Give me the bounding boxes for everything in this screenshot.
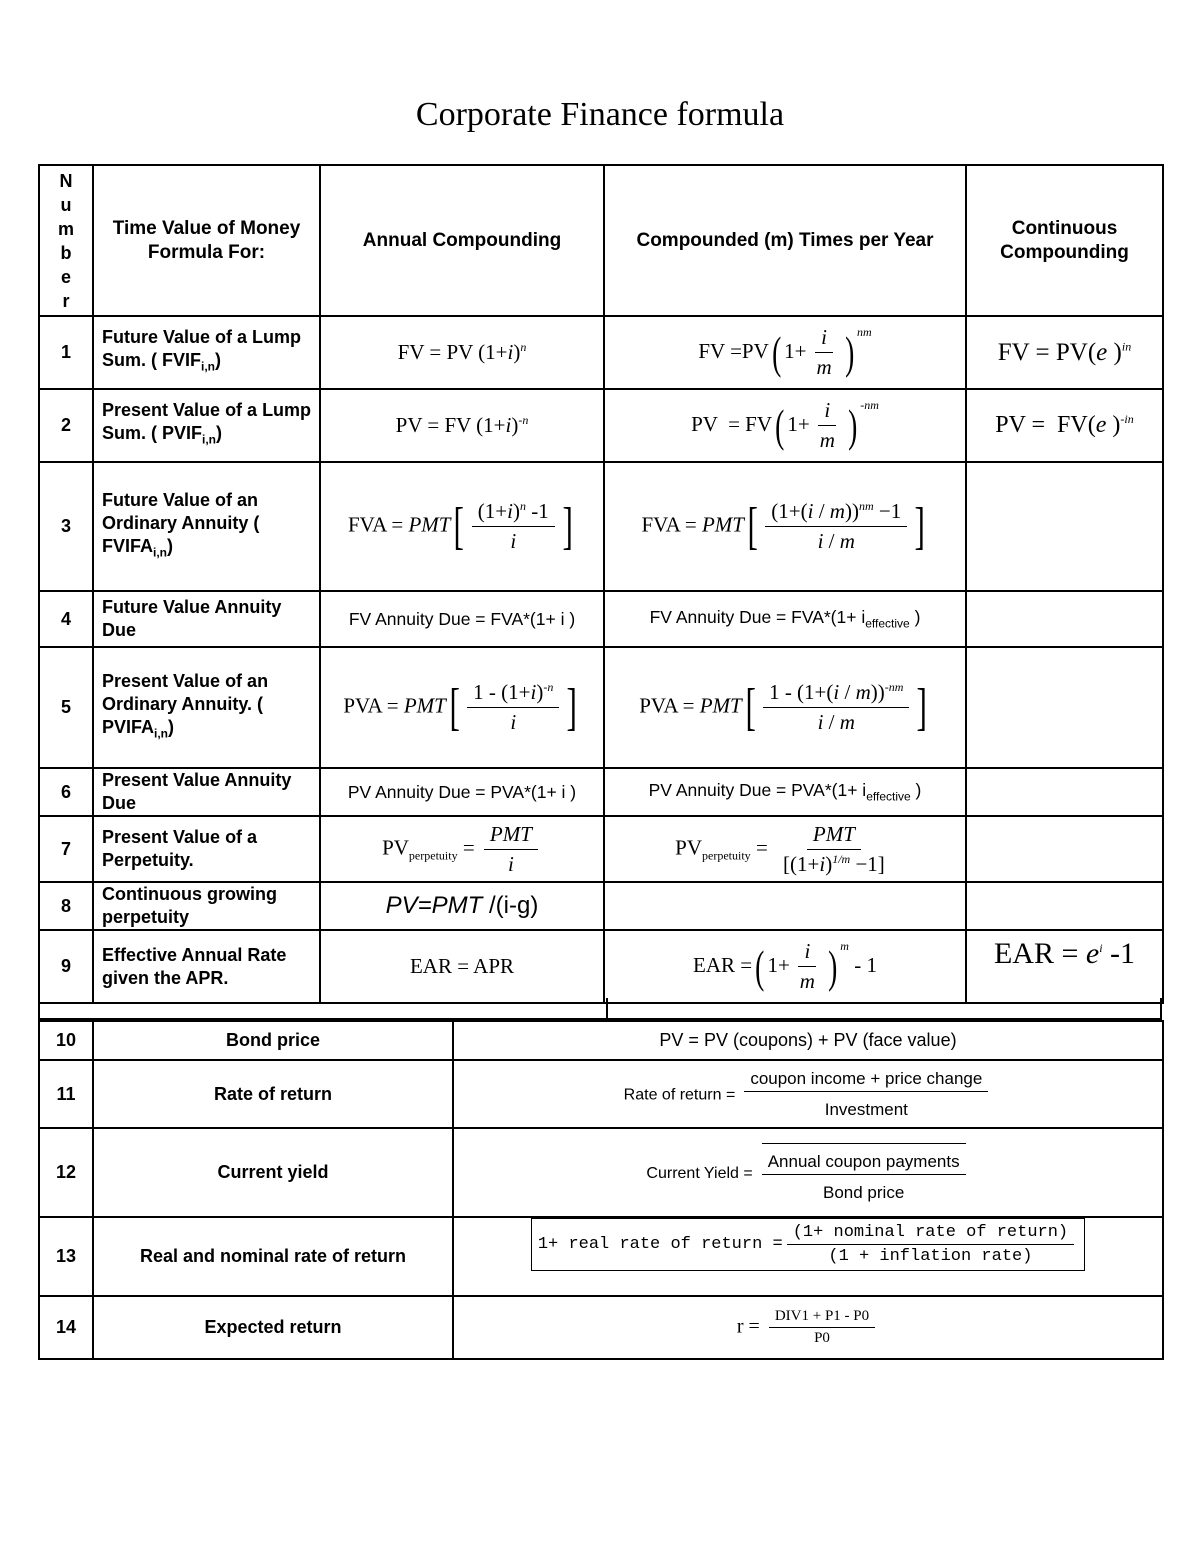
table-row (39, 816, 1163, 882)
page-title: Corporate Finance formula (415, 96, 785, 133)
row-formula: PV = PV (coupons) + PV (face value) (453, 1021, 1163, 1060)
formula-annual: FV = PV $(1+i)^n$ (320, 316, 604, 389)
header-m-times: Compounded (m) Times per Year (604, 165, 966, 316)
row-description: Present Value Annuity Due (93, 768, 320, 816)
row-number: 2 (39, 389, 93, 462)
formula-m: EAR =( 1+ $\frac{i}{m}$ ) $^m$ - 1 (604, 930, 966, 1003)
formula-annual: $PV_{perpetuity}$ = $\frac{\text{PMT}}{i}$ (320, 816, 604, 882)
row-label: Bond price (93, 1021, 453, 1060)
formula-continuous: FV = PV(e )$^{in}$ (966, 316, 1163, 389)
formula-m: FVA = PMT [ $\frac{(1+(i / m))^{nm} -1}{i / m}$ ] (604, 462, 966, 591)
formula-continuous-empty (966, 591, 1163, 647)
table-row (39, 1060, 1163, 1128)
row-number: 8 (39, 882, 93, 930)
formula-annual: PV=PMT /(i-g) (320, 882, 604, 930)
formula-continuous-empty (966, 462, 1163, 591)
formula-m: PVA = PMT [ $\frac{1 - (1+(i / m))^{-nm}}{i / m}$ ] (604, 647, 966, 768)
table-row (39, 1021, 1163, 1060)
table-row (39, 882, 1163, 930)
row-formula: r = $\frac{\text{DIV1 + P1 - P0}}{P0}$ (453, 1296, 1163, 1359)
row-number: 9 (39, 930, 93, 1003)
row-number: 3 (39, 462, 93, 591)
row-number: 10 (39, 1021, 93, 1060)
formula-m: FV Annuity Due = $FVA*(1+ i_{effective}$ ) (604, 591, 966, 647)
formula-annual: FVA = PMT [ $\frac{(1+i)^n -1}{i}$ ] (320, 462, 604, 591)
bond-table (38, 1020, 1164, 1360)
formula-annual: FV Annuity Due = FVA*(1+ i ) (320, 591, 604, 647)
row-description: Future Value of an Ordinary Annuity ( $FVIFA_{i,n}$) (93, 462, 320, 591)
formula-continuous-empty (966, 816, 1163, 882)
table-gap (38, 998, 1162, 1020)
header-number: N u m b e r (39, 165, 93, 316)
row-number: 13 (39, 1217, 93, 1296)
header-formula-for: Time Value of Money Formula For: (93, 165, 320, 316)
row-number: 6 (39, 768, 93, 816)
row-description: Present Value of an Ordinary Annuity. ( $PVIFA_{i,n}$) (93, 647, 320, 768)
formula-m: $PV_{perpetuity}$ = $\frac{\text{PMT}}{[(1+i)^{1/m} -1]}$ (604, 816, 966, 882)
row-description: Present Value of a Perpetuity. (93, 816, 320, 882)
row-label: Current yield (93, 1128, 453, 1217)
formula-table (38, 164, 1164, 1004)
table-row (39, 1128, 1163, 1217)
row-number: 14 (39, 1296, 93, 1359)
row-formula: Rate of return = $\frac{\text{coupon income + price change}}{\text{Investment}}$ (453, 1060, 1163, 1128)
row-description: Future Value of a Lump Sum. ( $FVIF_{i,n}$) (93, 316, 320, 389)
row-number: 11 (39, 1060, 93, 1128)
row-formula: Current Yield = $\frac{\text{Annual coupon payments}}{\text{Bond price}}$ (453, 1128, 1163, 1217)
table-row (39, 768, 1163, 816)
formula-m: PV = FV( 1+ $\frac{i}{m}$ ) $^{-nm}$ (604, 389, 966, 462)
table-row (39, 591, 1163, 647)
formula-annual: PV = FV $(1+i)^{-n}$ (320, 389, 604, 462)
formula-m: FV =PV( 1+ $\frac{i}{m}$ ) $^{nm}$ (604, 316, 966, 389)
header-row (39, 165, 1163, 316)
table-row (39, 647, 1163, 768)
formula-continuous: EAR = $e^i$ -1 (966, 930, 1163, 1003)
header-annual: Annual Compounding (320, 165, 604, 316)
row-number: 12 (39, 1128, 93, 1217)
formula-continuous-empty (966, 647, 1163, 768)
formula-continuous: PV = FV(e )$^{-in}$ (966, 389, 1163, 462)
formula-m-empty (604, 882, 966, 930)
row-description: Effective Annual Rate given the APR. (93, 930, 320, 1003)
row-formula: 1+ real rate of return = $\frac{\text{(1+ nominal rate of return)}}{\text{(1 + inflation rate)}}$ (453, 1217, 1163, 1296)
header-continuous: Continuous Compounding (966, 165, 1163, 316)
formula-annual: EAR = APR (320, 930, 604, 1003)
table-row (39, 1296, 1163, 1359)
row-label: Expected return (93, 1296, 453, 1359)
row-number: 1 (39, 316, 93, 389)
table-row (39, 316, 1163, 389)
formula-continuous-empty (966, 768, 1163, 816)
row-description: Continuous growing perpetuity (93, 882, 320, 930)
row-description: Present Value of a Lump Sum. ( $PVIF_{i,n}$) (93, 389, 320, 462)
table-row (39, 462, 1163, 591)
formula-annual: PVA = PMT [ $\frac{1 - (1+i)^{-n}}{i}$ ] (320, 647, 604, 768)
row-description: Future Value Annuity Due (93, 591, 320, 647)
formula-continuous-empty (966, 882, 1163, 930)
row-label: Real and nominal rate of return (93, 1217, 453, 1296)
formula-annual: PV Annuity Due = PVA*(1+ i ) (320, 768, 604, 816)
formula-m: PV Annuity Due = $PVA*(1+ i_{effective}$ ) (604, 768, 966, 816)
table-row (39, 1217, 1163, 1296)
table-row (39, 389, 1163, 462)
row-label: Rate of return (93, 1060, 453, 1128)
row-number: 7 (39, 816, 93, 882)
table-row (39, 930, 1163, 1003)
row-number: 4 (39, 591, 93, 647)
row-number: 5 (39, 647, 93, 768)
